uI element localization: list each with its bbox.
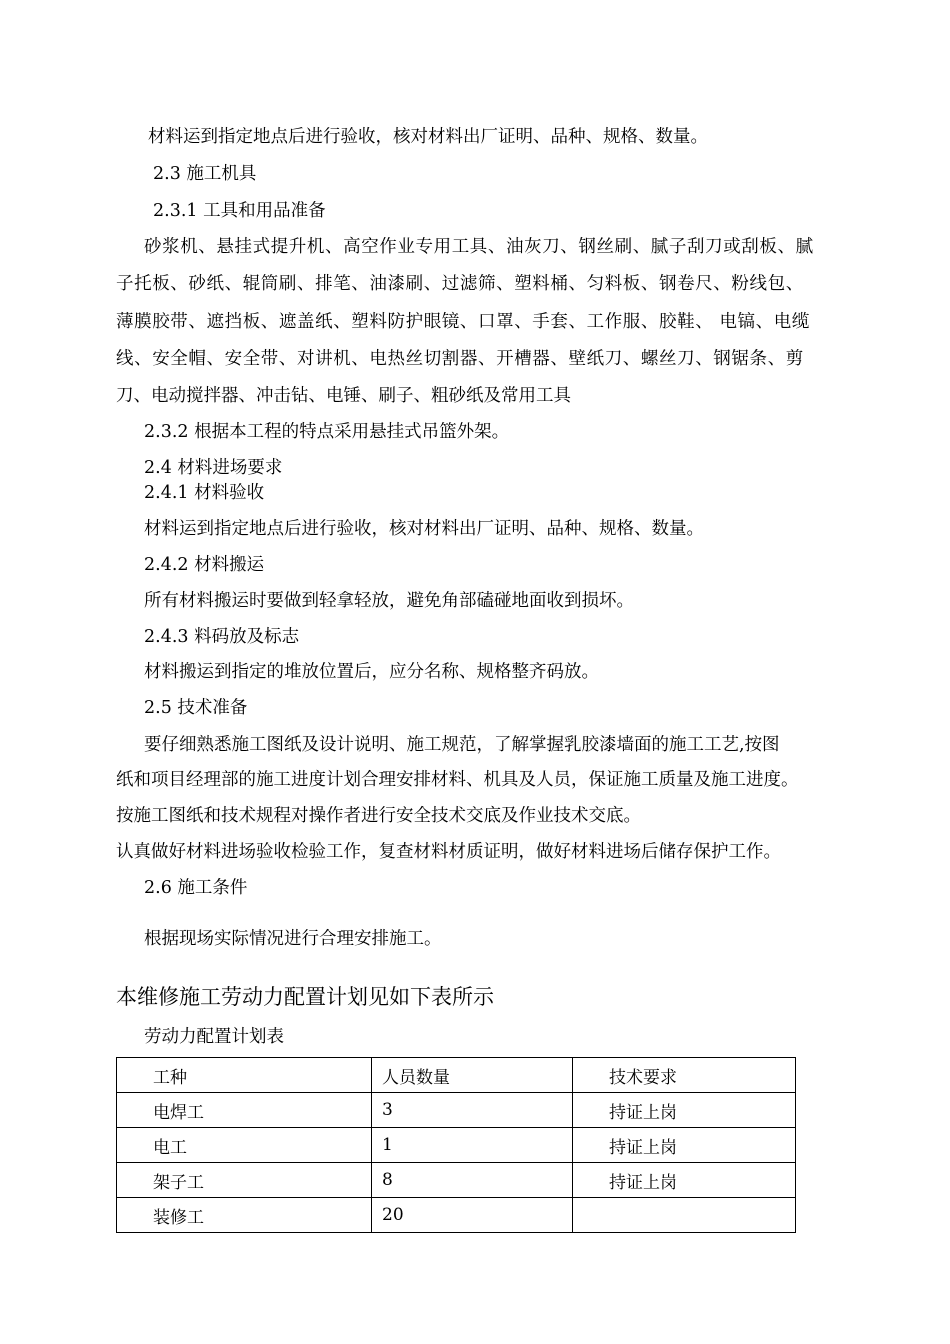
cell-headcount: 8 <box>372 1163 573 1198</box>
cell-trade: 电焊工 <box>117 1093 372 1128</box>
labor-plan-table <box>116 1057 796 1233</box>
table-row <box>117 1093 796 1128</box>
subsection-heading: 2.4.3 料码放及标志 <box>144 627 300 647</box>
table-caption: 劳动力配置计划表 <box>144 1027 284 1047</box>
paragraph-line: 要仔细熟悉施工图纸及设计说明、施工规范，了解掌握乳胶漆墙面的施工工艺,按图 <box>144 735 780 755</box>
paragraph-line: 按施工图纸和技术规程对操作者进行安全技术交底及作业技术交底。 <box>116 806 641 826</box>
paragraph-line: 砂浆机、悬挂式提升机、高空作业专用工具、油灰刀、钢丝刷、腻子刮刀或刮板、腻 <box>144 237 814 257</box>
section-heading: 2.3 施工机具 <box>153 164 257 184</box>
header-trade: 工种 <box>117 1058 372 1093</box>
cell-trade: 架子工 <box>117 1163 372 1198</box>
paragraph: 材料运到指定地点后进行验收，核对材料出厂证明、品种、规格、数量。 <box>148 127 708 147</box>
table-header-row <box>117 1058 796 1093</box>
subsection-heading: 2.3.1 工具和用品准备 <box>153 201 326 221</box>
cell-trade: 装修工 <box>117 1198 372 1233</box>
subsection-heading: 2.4.2 材料搬运 <box>144 555 265 575</box>
cell-headcount: 20 <box>372 1198 573 1233</box>
paragraph-line: 纸和项目经理部的施工进度计划合理安排材料、机具及人员，保证施工质量及施工进度。 <box>116 770 799 790</box>
cell-requirement: 持证上岗 <box>573 1128 796 1163</box>
section-heading: 2.6 施工条件 <box>144 878 248 898</box>
header-requirement: 技术要求 <box>573 1058 796 1093</box>
header-headcount: 人员数量 <box>372 1058 573 1093</box>
table-row <box>117 1198 796 1233</box>
cell-requirement: 持证上岗 <box>573 1093 796 1128</box>
paragraph: 2.3.2 根据本工程的特点采用悬挂式吊篮外架。 <box>144 422 510 442</box>
table-row <box>117 1163 796 1198</box>
paragraph: 所有材料搬运时要做到轻拿轻放，避免角部磕碰地面收到损坏。 <box>144 591 634 611</box>
cell-requirement: 持证上岗 <box>573 1163 796 1198</box>
plan-heading: 本维修施工劳动力配置计划见如下表所示 <box>116 985 494 1009</box>
paragraph-line: 刀、电动搅拌器、冲击钻、电锤、刷子、粗砂纸及常用工具 <box>116 386 571 406</box>
section-heading: 2.5 技术准备 <box>144 698 248 718</box>
paragraph-line: 子托板、砂纸、辊筒刷、排笔、油漆刷、过滤筛、塑料桶、匀料板、钢卷尺、粉线包、 <box>116 274 804 294</box>
subsection-heading: 2.4.1 材料验收 <box>144 483 265 503</box>
paragraph: 根据现场实际情况进行合理安排施工。 <box>144 929 442 949</box>
section-heading: 2.4 材料进场要求 <box>144 458 283 478</box>
cell-trade: 电工 <box>117 1128 372 1163</box>
cell-headcount: 1 <box>372 1128 573 1163</box>
table-row <box>117 1128 796 1163</box>
paragraph-line: 认真做好材料进场验收检验工作，复查材料材质证明，做好材料进场后储存保护工作。 <box>116 842 781 862</box>
paragraph-line: 线、安全帽、安全带、对讲机、电热丝切割器、开槽器、壁纸刀、螺丝刀、钢锯条、剪 <box>116 349 804 369</box>
cell-headcount: 3 <box>372 1093 573 1128</box>
paragraph-line: 薄膜胶带、遮挡板、遮盖纸、塑料防护眼镜、口罩、手套、工作服、胶鞋、 电镐、电缆 <box>116 312 810 332</box>
cell-requirement <box>573 1198 796 1233</box>
paragraph: 材料搬运到指定的堆放位置后，应分名称、规格整齐码放。 <box>144 662 599 682</box>
paragraph: 材料运到指定地点后进行验收，核对材料出厂证明、品种、规格、数量。 <box>144 519 704 539</box>
